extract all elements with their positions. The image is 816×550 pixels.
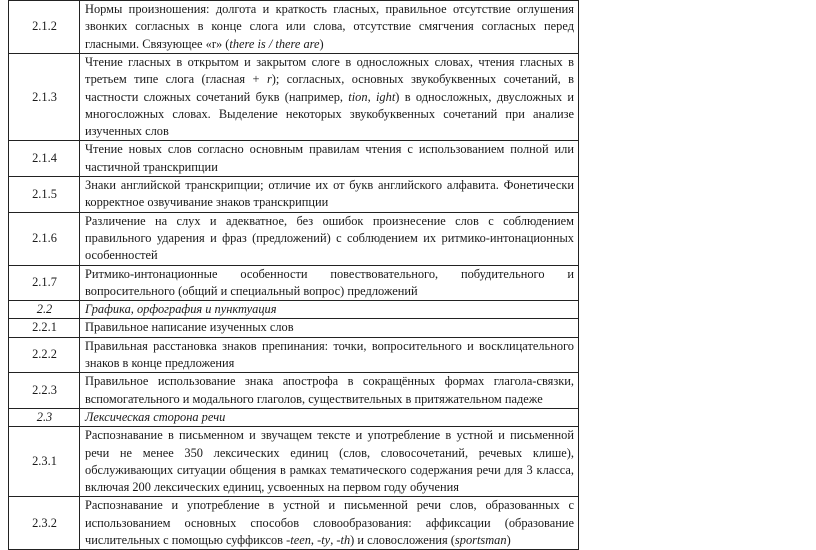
text-run: Различение на слух и адекватное, без ошибок произнесение слов с соблюдением правильного ударения и фраз (предложений) с соблюдением их ритмико-интонационных особенностей (85, 213, 574, 263)
text-run: Графика, орфография и пунктуация (85, 302, 277, 317)
text-run: Ритмико-интонационные особенности повествовательного, побудительного и вопросительного (общий и специальный вопрос) предложений (85, 266, 574, 298)
table-row (9, 1, 579, 54)
text-run: Знаки английской транскрипции; отличие их от букв английского алфавита. Фонетически корректное озвучивание знаков транскрипции (85, 178, 574, 210)
table-row (9, 497, 579, 550)
row-description (80, 427, 579, 497)
row-description (80, 265, 579, 301)
text-run: Правильная расстановка знаков препинания: точки, вопросительного и восклицательного знаков в конце предложения (85, 338, 574, 371)
row-code: 2.1.5 (9, 177, 80, 213)
row-description (80, 373, 579, 409)
text-run: ); согласных, основных звукобуквенных сочетаний, в частности сложных сочетаний букв (например, (85, 72, 575, 104)
italic-term: ight (375, 89, 396, 104)
row-code: 2.3.1 (9, 427, 80, 497)
table-row (9, 373, 579, 409)
table-row (9, 212, 579, 265)
row-description (80, 177, 579, 213)
row-code: 2.1.7 (9, 265, 80, 301)
italic-term: sportsman (454, 533, 507, 548)
row-code: 2.1.2 (9, 1, 80, 54)
row-description (80, 337, 579, 373)
text-run: Распознавание в письменном и звучащем тексте и употребление в устной и письменной речи не менее 350 лексических единиц (слов, словосочетаний, речевых клише), обслуживающих ситуации общения в рамках тематического содержания речи для 3 класса, включая 200 лексических единиц, усвоенных на первом году обучения (85, 428, 574, 495)
table-row (9, 319, 579, 337)
row-description (80, 54, 579, 141)
text-run: Чтение гласных в открытом и закрытом слоге в односложных словах, чтения гласных в третьем типе слога (гласная + (85, 55, 574, 87)
text-run: Распознавание и употребление в устной и письменной речи слов, образованных с использованием основных способов словообразования: аффиксации (образование числительных с помощью суффиксов - (85, 498, 574, 548)
italic-term: th (340, 533, 351, 548)
row-code: 2.2.1 (9, 319, 80, 337)
curriculum-table (8, 0, 579, 550)
row-code: 2.3.2 (9, 497, 80, 550)
italic-term: r (266, 72, 272, 87)
text-run: Лексическая сторона речи (85, 409, 226, 424)
text-run: ) (506, 533, 511, 548)
italic-term: teen (290, 533, 311, 548)
table-row (9, 141, 579, 177)
italic-term: tion (348, 89, 368, 104)
row-description (80, 319, 579, 337)
text-run: Чтение новых слов согласно основным правилам чтения с использованием полной или частичной транскрипции (85, 142, 574, 174)
section-row (9, 301, 579, 319)
table-row (9, 265, 579, 301)
text-run: Правильное написание изученных слов (85, 320, 294, 335)
row-code: 2.1.3 (9, 54, 80, 141)
row-description (80, 497, 579, 550)
text-run: ) в односложных, двусложных и многосложных словах. Выделение некоторых звукобуквенных сочетаний при анализе изученных слов (85, 89, 574, 139)
text-run: , - (330, 533, 341, 548)
text-run: Правильное использование знака апострофа в сокращённых формах глагола-связки, вспомогательного и модального глаголов, существительных в притяжательном падеже (85, 374, 574, 406)
row-code: 2.2.2 (9, 337, 80, 373)
text-run: , (367, 89, 376, 104)
row-description (80, 212, 579, 265)
row-code: 2.1.6 (9, 212, 80, 265)
text-run: ) и словосложения ( (350, 533, 455, 548)
section-code: 2.3 (9, 408, 80, 426)
text-run: Нормы произношения: долгота и краткость гласных, правильное отсутствие оглушения звонких согласных в конце слога или слова, отсутствие смягчения согласных перед гласными. Связующее «r» ( (85, 2, 574, 51)
row-code: 2.2.3 (9, 373, 80, 409)
row-description (80, 141, 579, 177)
table-row (9, 427, 579, 497)
section-title (80, 408, 579, 426)
text-run: , - (310, 533, 322, 548)
table-row (9, 54, 579, 141)
section-row (9, 408, 579, 426)
row-description (80, 1, 579, 54)
table-row (9, 337, 579, 373)
row-code: 2.1.4 (9, 141, 80, 177)
table-row (9, 177, 579, 213)
italic-term: ty (321, 533, 331, 548)
text-run: ) (319, 36, 324, 51)
italic-term: there is / there are (229, 36, 320, 51)
section-code: 2.2 (9, 301, 80, 319)
section-title (80, 301, 579, 319)
